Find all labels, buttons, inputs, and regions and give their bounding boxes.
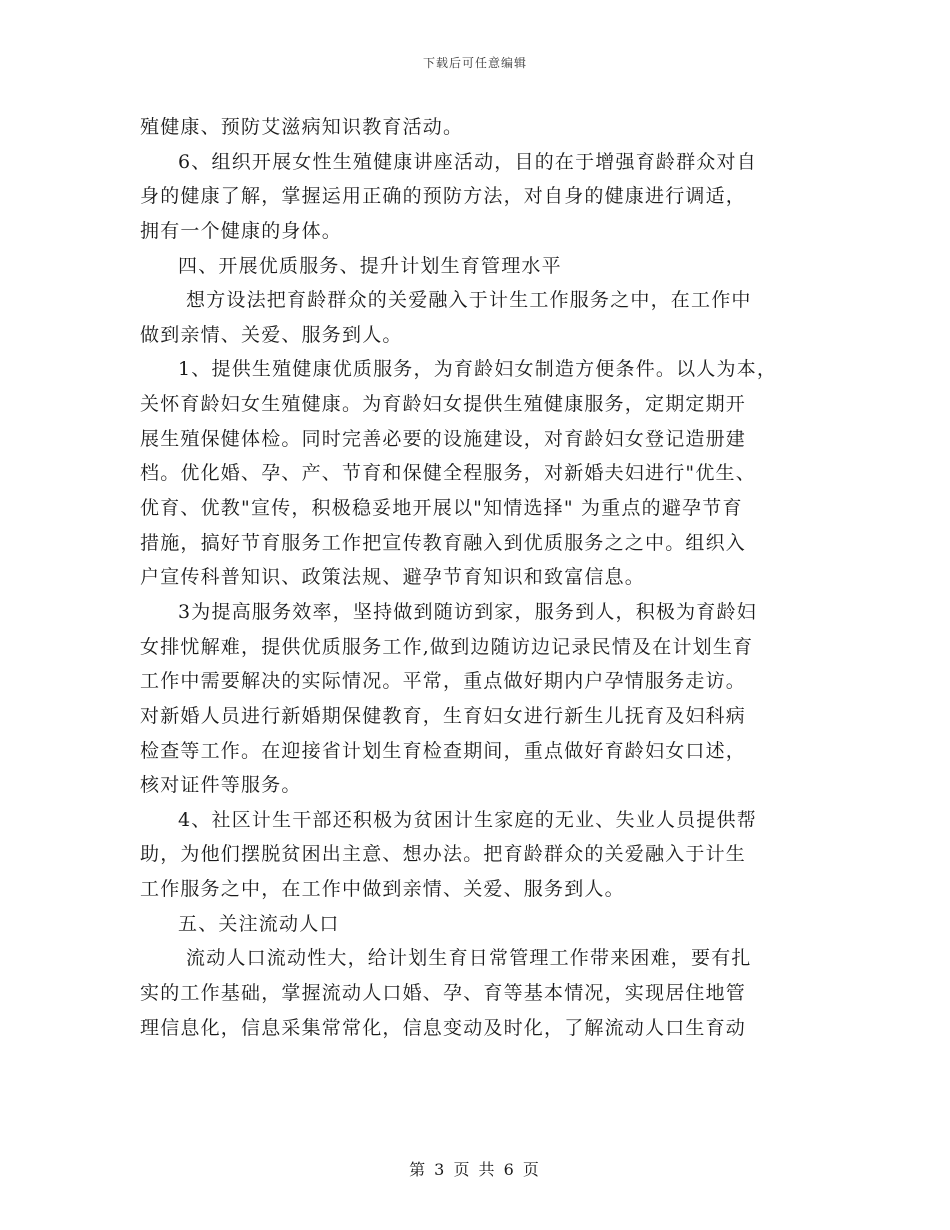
body-line: 6、组织开展女性生殖健康讲座活动，目的在于增强育龄群众对自 (178, 150, 757, 173)
page-footer: 第 3 页 共 6 页 (409, 1160, 541, 1179)
section-heading: 四、开展优质服务、提升计划生育管理水平 (178, 254, 562, 277)
body-line: 理信息化，信息采集常常化，信息变动及时化，了解流动人口生育动 (140, 1016, 747, 1039)
body-line: 实的工作基础，掌握流动人口婚、孕、育等基本情况，实现居住地管 (140, 982, 747, 1005)
body-line: 档。优化婚、孕、产、节育和保健全程服务，对新婚夫妇进行"优生、 (140, 462, 756, 485)
body-line: 工作中需要解决的实际情况。平常，重点做好期内户孕情服务走访。 (140, 670, 747, 693)
page-header: 下载后可任意编辑 (422, 56, 527, 70)
body-line: 检查等工作。在迎接省计划生育检查期间，重点做好育龄妇女口述， (140, 739, 747, 762)
body-line: 女排忧解难，提供优质服务工作,做到边随访边记录民情及在计划生育 (140, 635, 754, 658)
body-line: 措施，搞好节育服务工作把宣传教育融入到优质服务之之中。组织入 (140, 531, 747, 554)
body-line: 流动人口流动性大，给计划生育日常管理工作带来困难，要有扎 (186, 947, 752, 970)
body-line: 展生殖保健体检。同时完善必要的设施建设，对育龄妇女登记造册建 (140, 427, 747, 450)
body-line: 对新婚人员进行新婚期保健教育，生育妇女进行新生儿抚育及妇科病 (140, 704, 747, 727)
body-line: 优育、优教"宣传，积极稳妥地开展以"知情选择" 为重点的避孕节育 (140, 497, 743, 520)
body-line: 做到亲情、关爱、服务到人。 (140, 323, 403, 346)
body-line: 4、社区计生干部还积极为贫困计生家庭的无业、失业人员提供帮 (178, 808, 757, 831)
body-line: 1、提供生殖健康优质服务，为育龄妇女制造方便条件。以人为本， (178, 358, 778, 381)
body-line: 户宣传科普知识、政策法规、避孕节育知识和致富信息。 (140, 566, 646, 589)
body-line: 工作服务之中，在工作中做到亲情、关爱、服务到人。 (140, 878, 625, 901)
body-line: 3为提高服务效率，坚持做到随访到家，服务到人，积极为育龄妇 (178, 600, 757, 623)
section-heading: 五、关注流动人口 (178, 912, 340, 935)
body-line: 关怀育龄妇女生殖健康。为育龄妇女提供生殖健康服务，定期定期开 (140, 393, 747, 416)
body-line: 身的健康了解，掌握运用正确的预防方法，对自身的健康进行调适， (140, 185, 747, 208)
document-body (140, 110, 805, 1045)
body-line: 殖健康、预防艾滋病知识教育活动。 (140, 116, 464, 138)
body-line: 助，为他们摆脱贫困出主意、想办法。把育龄群众的关爱融入于计生 (140, 843, 747, 866)
body-line: 拥有一个健康的身体。 (140, 219, 343, 242)
body-line: 想方设法把育龄群众的关爱融入于计生工作服务之中，在工作中 (186, 289, 752, 312)
body-line: 核对证件等服务。 (140, 774, 302, 797)
